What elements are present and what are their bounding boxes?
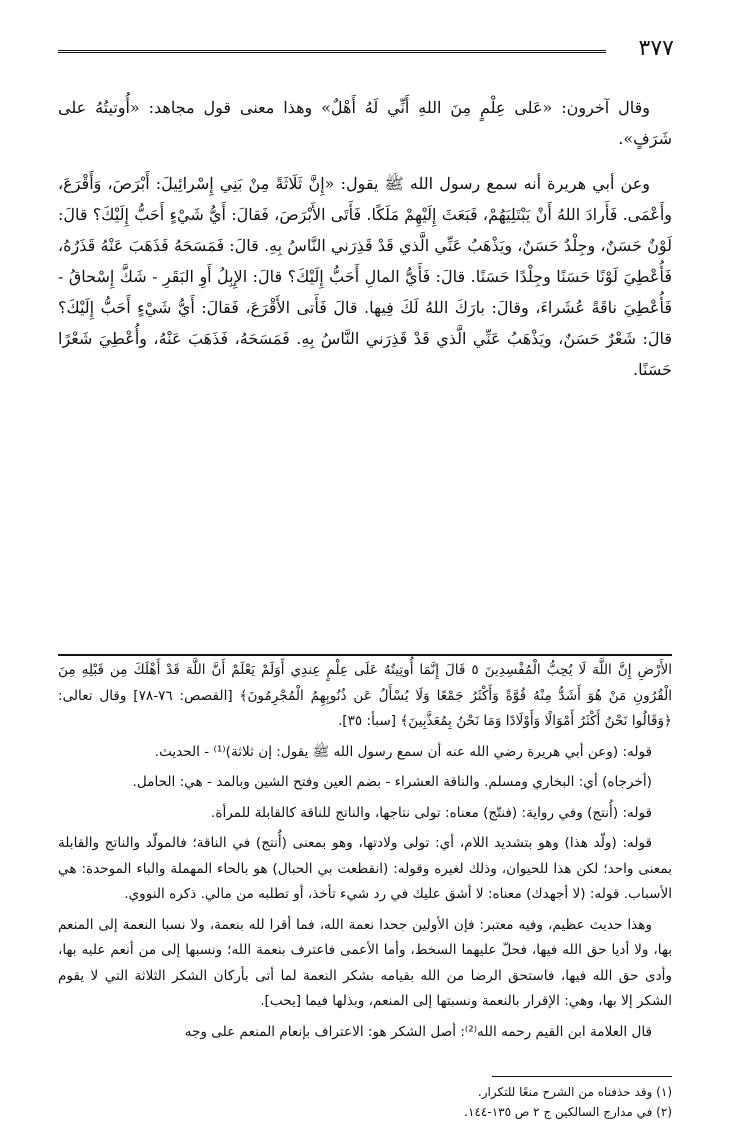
footnote: (١) وقد حذفناه من الشرح منعًا للتكرار. [477,1085,672,1099]
commentary-paragraph: وهذا حديث عظيم، وفيه معتبر: فإن الأولين جحدا نعمة الله، فما أقرا لله بنعمة، ولا نسبا النعمة إلى المنعم بها، ولا أديا حق الله فيها، فحلّ عليهما السخط، وأما الأعمى فاعترف بنعمة الله؛ ونسبها إلى من أنعم عليه بها، وأدى حق الله فيها، فاستحق الرضا من الله بقيامه بشكر النعمة لما أتى بأركان الشكر الثلاثة التي لا يقوم الشكر إلا بها، وهي: الإقرار بالنعمة ونسبتها إلى المنعم، وبذلها فيما [يحب]. [58,916,672,1009]
commentary-paragraph: (أخرجاه) أي: البخاري ومسلم. والناقة العشراء - بضم العين وفتح الشين وبالمد - هي: الحامل. [132,774,652,790]
main-text [58,92,672,399]
commentary-text [58,658,672,1050]
page-header [58,22,674,61]
page-number: ٣٧٧ [638,36,674,61]
section-divider [58,654,672,656]
commentary-paragraph: قوله: (أُنتج) وفي رواية: (فنتّج) معناه: تولى نتاجها، والناتج للناقة كالقابلة للمرأة. [211,804,652,821]
commentary-paragraph: قال العلامة ابن القيم رحمه الله⁽²⁾: أصل الشكر هو: الاعتراف بإنعام المنعم على وجه [184,1023,652,1040]
footnotes [58,1082,672,1122]
footnote-rule [492,1076,672,1077]
commentary-paragraph: قوله: (ولّد هذا) وهو بتشديد اللام، أي: تولى ولادتها، وهو بمعنى (أُنتج) في الناقة؛ فالمولّد والناتج والقابلة بمعنى واحد؛ لكن هذا للحيوان، وذلك لغيره وقوله: (انقطعت بي الحبال) هو بالحاء المهملة والباء الموحدة: هي الأسباب. قوله: (لا أجهدك) معناه: لا أشق عليك في رد شيء تأخذ، أو تطلبه من مالي. ذكره النووي. [58,835,672,902]
main-paragraph: وقال آخرون: «عَلى عِلْمٍ مِنَ اللهِ أَنِّي لَهُ أَهْلٌ» وهذا معنى قول مجاهد: «أُوتيتُهُ على شَرَفٍ». [58,98,672,148]
commentary-paragraph: الأَرْضِ إِنَّ اللَّهَ لَا يُحِبُّ الْمُفْسِدِينَ ٥ قَالَ إِنَّمَا أُوتِيتُهُ عَلَى عِلْمٍ عِندِي أَوَلَمْ يَعْلَمْ أَنَّ اللَّهَ قَدْ أَهْلَكَ مِن قَبْلِهِ مِنَ الْقُرُونِ مَنْ هُوَ أَشَدُّ مِنْهُ قُوَّةً وَأَكْثَرُ جَمْعًا وَلَا يُسْأَلُ عَن ذُنُوبِهِمُ الْمُجْرِمُونَ﴾ [القصص: ٧٦-٧٨] وقال تعالى: ﴿وَقَالُوا نَحْنُ أَكْثَرُ أَمْوَالًا وَأَوْلَادًا وَمَا نَحْنُ بِمُعَذَّبِينَ﴾ [سبأ: ٣٥]. [58,662,672,729]
footnote: (٢) في مدارج السالكين ج ٢ ص ١٣٥-١٤٤. [464,1105,672,1119]
commentary-paragraph: قوله: (وعن أبي هريرة رضي الله عنه أن سمع رسول الله ﷺ يقول: إن ثلاثة)⁽¹⁾ - الحديث. [154,743,652,760]
main-paragraph: وعن أبي هريرة أنه سمع رسول الله ﷺ يقول: «إِنَّ ثَلَاثَةً مِنْ بَنِي إِسْرائِيلَ: أَبْرَصَ، وَأَقْرَعَ، وأَعْمَى. فَأَرادَ اللهُ أَنْ يَبْتَلِيَهُمْ، فَبَعَثَ إِلَيْهِمْ مَلَكًا. فَأَتَى الأَبْرَصَ، فَقالَ: أَيُّ شَيْءٍ أَحَبُّ إِلَيْكَ؟ قالَ: لَوْنٌ حَسَنٌ، وجِلْدٌ حَسَنٌ، ويَذْهَبُ عَنِّي الَّذي قَدْ قَذِرَني النَّاسُ بِهِ. قالَ: فَمَسَحَهُ فَذَهَبَ عَنْهُ قَذَرُهُ، فَأُعْطِيَ لَوْنًا حَسَنًا وجِلْدًا حَسَنًا. قالَ: فَأَيُّ المالِ أَحَبُّ إِلَيْكَ؟ قالَ: الإِبِلُ أَوِ البَقَرِ - شَكَّ إِسْحاقُ - فَأُعْطِيَ ناقَةً عُشَراءَ، وقالَ: بارَكَ اللهُ لَكَ فِيها. قالَ فَأَتى الأَقْرَعَ، فَقالَ: أَيُّ شَيْءٍ أَحَبُّ إِلَيْكَ؟ قالَ: شَعْرٌ حَسَنٌ، ويَذْهَبُ عَنِّي الَّذي قَدْ قَذِرَني النَّاسُ بِهِ. فَمَسَحَهُ، فَذَهَبَ عَنْهُ، وأُعْطِيَ شَعْرًا حَسَنًا. [58,174,672,379]
header-rule [58,50,606,53]
